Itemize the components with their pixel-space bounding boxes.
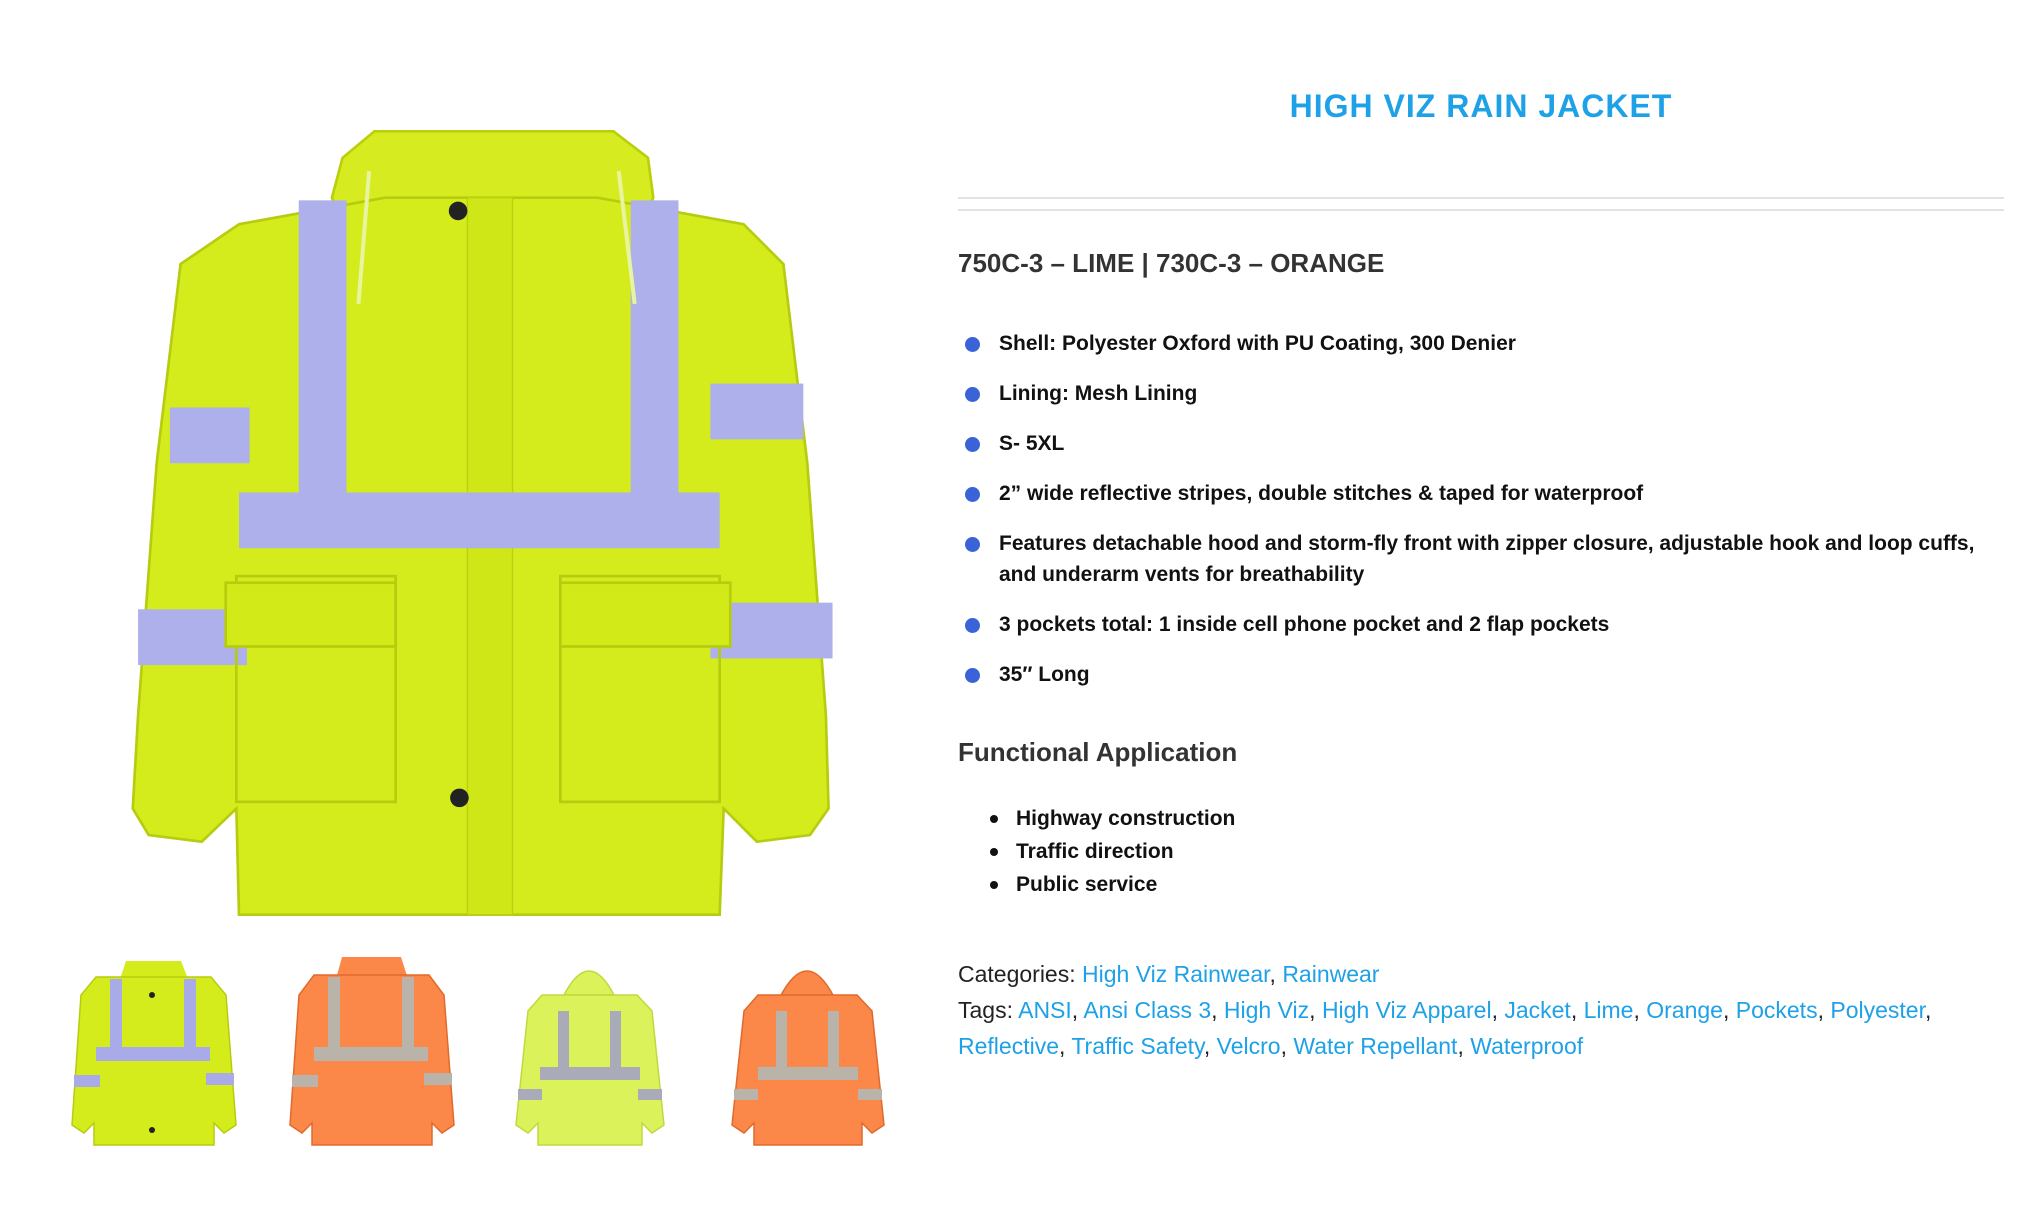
bullet-icon — [965, 537, 980, 552]
bullet-icon — [965, 618, 980, 633]
sku-heading: 750C-3 – LIME | 730C-3 – ORANGE — [958, 248, 1385, 278]
product-meta — [958, 956, 2004, 1064]
product-title: HIGH VIZ RAIN JACKET — [1289, 88, 1673, 124]
feature-item — [958, 528, 2004, 590]
feature-text: S- 5XL — [999, 432, 1065, 455]
feature-item — [958, 378, 2004, 409]
bullet-icon — [990, 815, 998, 823]
feature-text: 2” wide reflective stripes, double stitches & taped for waterproof — [999, 482, 1644, 505]
bullet-icon — [965, 668, 980, 683]
application-item — [988, 868, 1235, 901]
feature-text: 35″ Long — [999, 663, 1090, 686]
thumbnail-orange-back[interactable] — [720, 955, 895, 1150]
application-item — [988, 835, 1235, 868]
tag-link[interactable]: Velcro — [1216, 1033, 1281, 1059]
tag-link[interactable]: High Viz — [1223, 997, 1310, 1023]
feature-list — [958, 328, 2004, 709]
product-gallery — [0, 0, 930, 1221]
tag-link[interactable]: Lime — [1583, 997, 1634, 1023]
feature-item — [958, 659, 2004, 690]
feature-text: Shell: Polyester Oxford with PU Coating, 300 Denier — [999, 332, 1516, 355]
application-item — [988, 802, 1235, 835]
jacket-front-lime-icon — [66, 955, 241, 1150]
feature-text: Features detachable hood and storm-fly front with zipper closure, adjustable hook and loop cuffs, and underarm vents for breathability — [999, 532, 1975, 586]
tag-link[interactable]: Water Repellant — [1293, 1033, 1458, 1059]
bullet-icon — [990, 881, 998, 889]
product-details — [958, 0, 2004, 1221]
category-link[interactable]: High Viz Rainwear — [1082, 961, 1270, 987]
application-text: Public service — [1016, 873, 1158, 896]
jacket-front-lime-icon — [118, 118, 838, 928]
tag-link[interactable]: Waterproof — [1470, 1033, 1584, 1059]
tags-label: Tags: — [958, 997, 1019, 1023]
tag-link[interactable]: Orange — [1646, 997, 1723, 1023]
bullet-icon — [965, 487, 980, 502]
feature-item — [958, 428, 2004, 459]
thumbnail-orange-front[interactable] — [284, 955, 459, 1150]
category-link[interactable]: Rainwear — [1282, 961, 1380, 987]
application-text: Highway construction — [1016, 807, 1236, 830]
feature-text: 3 pockets total: 1 inside cell phone pocket and 2 flap pockets — [999, 613, 1610, 636]
feature-item — [958, 328, 2004, 359]
feature-item — [958, 478, 2004, 509]
tag-link[interactable]: Reflective — [958, 1033, 1059, 1059]
main-product-image[interactable] — [118, 118, 838, 928]
tag-link[interactable]: ANSI — [1018, 997, 1072, 1023]
feature-item — [958, 609, 2004, 640]
tag-link[interactable]: High Viz Apparel — [1321, 997, 1492, 1023]
jacket-back-orange-icon — [720, 955, 895, 1150]
application-text: Traffic direction — [1016, 840, 1174, 863]
categories-line: Categories: High Viz Rainwear, Rainwear — [958, 961, 1380, 987]
application-list — [988, 802, 1235, 901]
jacket-back-lime-icon — [502, 955, 677, 1150]
categories-label: Categories: — [958, 961, 1083, 987]
bullet-icon — [965, 387, 980, 402]
tags-line: Tags: ANSI, Ansi Class 3, High Viz, High Viz Apparel, Jacket, Lime, Orange, Pockets, Polyester, Reflective, Traffic Safety, Velcro, Water Repellant, Waterproof — [958, 997, 1932, 1059]
jacket-front-orange-icon — [284, 955, 459, 1150]
functional-application-heading: Functional Application — [958, 737, 1238, 767]
bullet-icon — [965, 437, 980, 452]
thumbnail-strip — [66, 955, 886, 1150]
thumbnail-lime-front[interactable] — [66, 955, 241, 1150]
tag-link[interactable]: Polyester — [1830, 997, 1925, 1023]
tag-link[interactable]: Ansi Class 3 — [1083, 997, 1212, 1023]
bullet-icon — [990, 848, 998, 856]
tag-link[interactable]: Jacket — [1504, 997, 1571, 1023]
tag-link[interactable]: Pockets — [1735, 997, 1818, 1023]
thumbnail-lime-back[interactable] — [502, 955, 677, 1150]
feature-text: Lining: Mesh Lining — [999, 382, 1198, 405]
divider — [958, 197, 2004, 199]
divider — [958, 209, 2004, 211]
bullet-icon — [965, 337, 980, 352]
tag-link[interactable]: Traffic Safety — [1071, 1033, 1204, 1059]
